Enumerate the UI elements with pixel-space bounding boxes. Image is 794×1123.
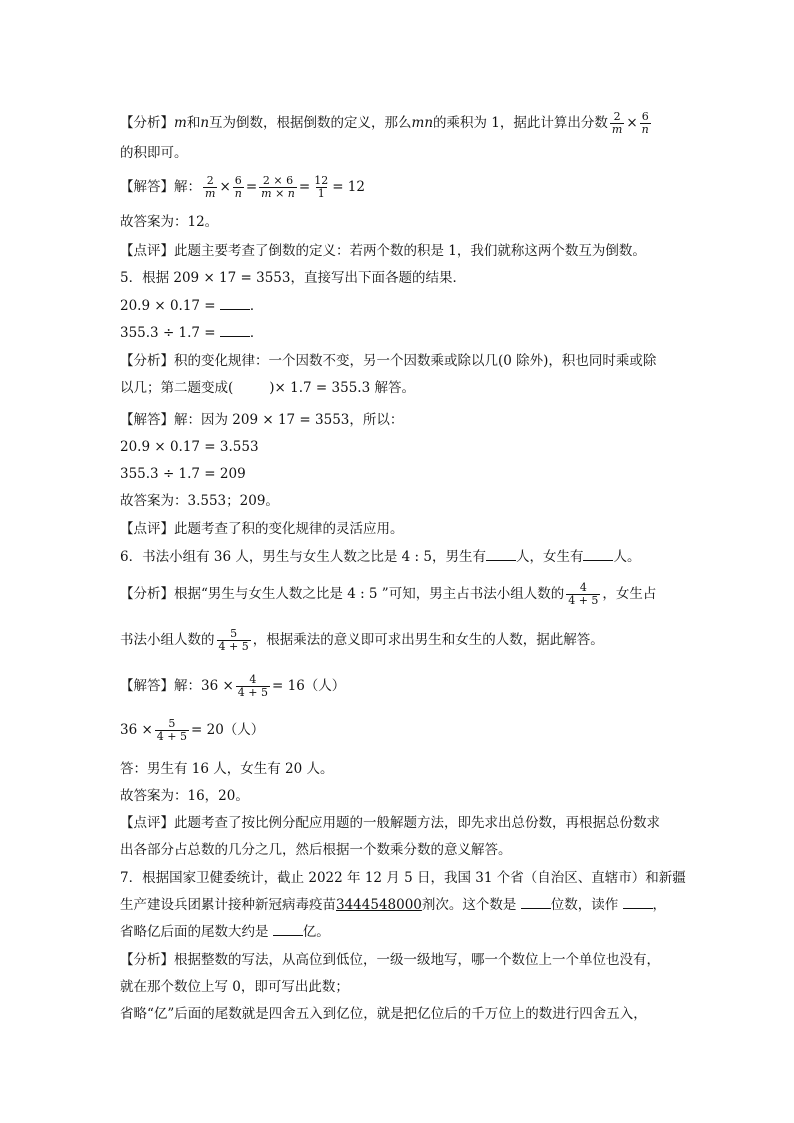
fraction: $\frac{6}{n}$ bbox=[234, 174, 242, 200]
fraction: $\frac{5}{4 + 5}$ bbox=[156, 717, 187, 743]
var-n: n bbox=[200, 115, 210, 131]
analysis-label: 【分析】 bbox=[120, 586, 174, 602]
analysis-line: 【分析】根据“男生与女生人数之比是 4 : 5 ”可知，男主占书法小组人数的 $\frac{4}{4 + 5}$ ，女生占 bbox=[120, 581, 657, 607]
comment-line: 出各部分占总数的几分之几，然后根据一个数乘分数的意义解答。 bbox=[120, 842, 512, 858]
analysis-line: 以几；第二题变成( )× 1.7 = 355.3 解答。 bbox=[120, 380, 415, 396]
fraction: $\frac{4}{4 + 5}$ bbox=[568, 581, 599, 607]
analysis-line: 书法小组人数的 $\frac{5}{4 + 5}$ ，根据乘法的意义即可求出男生和女生的人数，据此解答。 bbox=[120, 627, 604, 653]
analysis-line-2: 的积即可。 bbox=[120, 145, 188, 161]
solution-line: 【解答】解：36 × $\frac{4}{4 + 5}$ = 16（人） bbox=[120, 673, 346, 699]
fraction: $\frac{2}{m}$ bbox=[611, 110, 623, 136]
answer-statement: 答：男生有 16 人，女生有 20 人。 bbox=[120, 761, 334, 777]
analysis-label: 【分析】 bbox=[120, 353, 174, 369]
fraction: $\frac{2}{m}$ bbox=[205, 174, 216, 200]
solution-line: 【解答】解： $\frac{2}{m}$ × $\frac{6}{n}$ = $\frac{2 \times 6}{m \times n}$ = $\frac{12}{1}$ = 12 bbox=[120, 174, 365, 200]
comment-label: 【点评】 bbox=[120, 521, 174, 537]
vaccine-number: 3444548000 bbox=[336, 897, 422, 913]
solution-step: 36 × $\frac{5}{4 + 5}$ = 20（人） bbox=[120, 717, 265, 743]
answer-line: 故答案为：12。 bbox=[120, 214, 219, 230]
question-7: 7．根据国家卫健委统计，截止 2022 年 12 月 5 日，我国 31 个省（自治区、直辖市）和新疆 bbox=[120, 870, 686, 886]
answer-line: 故答案为：3.553；209。 bbox=[120, 493, 279, 509]
comment-line: 【点评】此题考查了按比例分配应用题的一般解题方法，即先求出总份数，再根据总份数求 bbox=[120, 815, 660, 831]
fraction: $\frac{12}{1}$ bbox=[314, 174, 329, 200]
solution-step: 355.3 ÷ 1.7 = 209 bbox=[120, 466, 246, 482]
var-mn: mn bbox=[411, 115, 434, 131]
analysis-line: 就在那个数位上写 0，即可写出此数； bbox=[120, 979, 349, 995]
question-5-item-2: 355.3 ÷ 1.7 = ． bbox=[120, 325, 264, 341]
solution-label: 【解答】 bbox=[120, 678, 174, 694]
answer-blank[interactable] bbox=[623, 895, 653, 909]
analysis-line: 【分析】积的变化规律：一个因数不变，另一个因数乘或除以几(0 除外)，积也同时乘或除 bbox=[120, 353, 657, 369]
fraction: $\frac{2 \times 6}{m \times n}$ bbox=[261, 174, 295, 200]
answer-blank[interactable] bbox=[486, 547, 516, 561]
fraction: $\frac{6}{n}$ bbox=[641, 110, 649, 136]
answer-blank[interactable] bbox=[273, 922, 303, 936]
text: 的乘积为 1，据此计算出分数 bbox=[433, 115, 608, 131]
comment-line: 【点评】此题考查了积的变化规律的灵活应用。 bbox=[120, 521, 404, 537]
answer-blank[interactable] bbox=[521, 895, 551, 909]
question-5: 5．根据 209 × 17 = 3553，直接写出下面各题的结果． bbox=[120, 270, 466, 286]
comment-label: 【点评】 bbox=[120, 243, 174, 259]
fraction: $\frac{5}{4 + 5}$ bbox=[218, 627, 249, 653]
solution-line: 【解答】解：因为 209 × 17 = 3553，所以： bbox=[120, 412, 404, 428]
analysis-line: 【分析】根据整数的写法，从高位到低位，一级一级地写，哪一个数位上一个单位也没有， bbox=[120, 952, 660, 968]
analysis-line: 省略“亿”后面的尾数就是四舍五入到亿位，就是把亿位后的千万位上的数进行四舍五入， bbox=[120, 1006, 647, 1022]
analysis-label: 【分析】 bbox=[120, 952, 174, 968]
solution-label: 【解答】 bbox=[120, 179, 174, 195]
answer-blank[interactable] bbox=[220, 323, 250, 337]
question-6: 6．书法小组有 36 人，男生与女生人数之比是 4 : 5，男生有 人，女生有 人。 bbox=[120, 549, 641, 565]
text: 和 bbox=[186, 115, 201, 131]
question-7: 省略亿后面的尾数大约是 亿。 bbox=[120, 924, 330, 940]
answer-blank[interactable] bbox=[583, 547, 613, 561]
answer-line: 故答案为：16，20。 bbox=[120, 788, 249, 804]
question-7: 生产建设兵团累计接种新冠病毒疫苗3444548000剂次。这个数是 位数，读作 ， bbox=[120, 897, 666, 913]
question-5-item-1: 20.9 × 0.17 = ． bbox=[120, 298, 264, 314]
answer-blank[interactable] bbox=[220, 296, 250, 310]
analysis-line-1 bbox=[120, 103, 653, 143]
text: 互为倒数，根据倒数的定义，那么 bbox=[209, 115, 412, 131]
var-m: m bbox=[174, 115, 187, 131]
times-sign: × bbox=[626, 115, 638, 131]
comment-label: 【点评】 bbox=[120, 815, 174, 831]
solution-step: 20.9 × 0.17 = 3.553 bbox=[120, 439, 259, 455]
solution-label: 【解答】 bbox=[120, 412, 174, 428]
comment-line: 【点评】此题主要考查了倒数的定义：若两个数的积是 1，我们就称这两个数互为倒数。 bbox=[120, 243, 646, 259]
fraction: $\frac{4}{4 + 5}$ bbox=[237, 673, 268, 699]
analysis-label: 【分析】 bbox=[120, 115, 174, 131]
